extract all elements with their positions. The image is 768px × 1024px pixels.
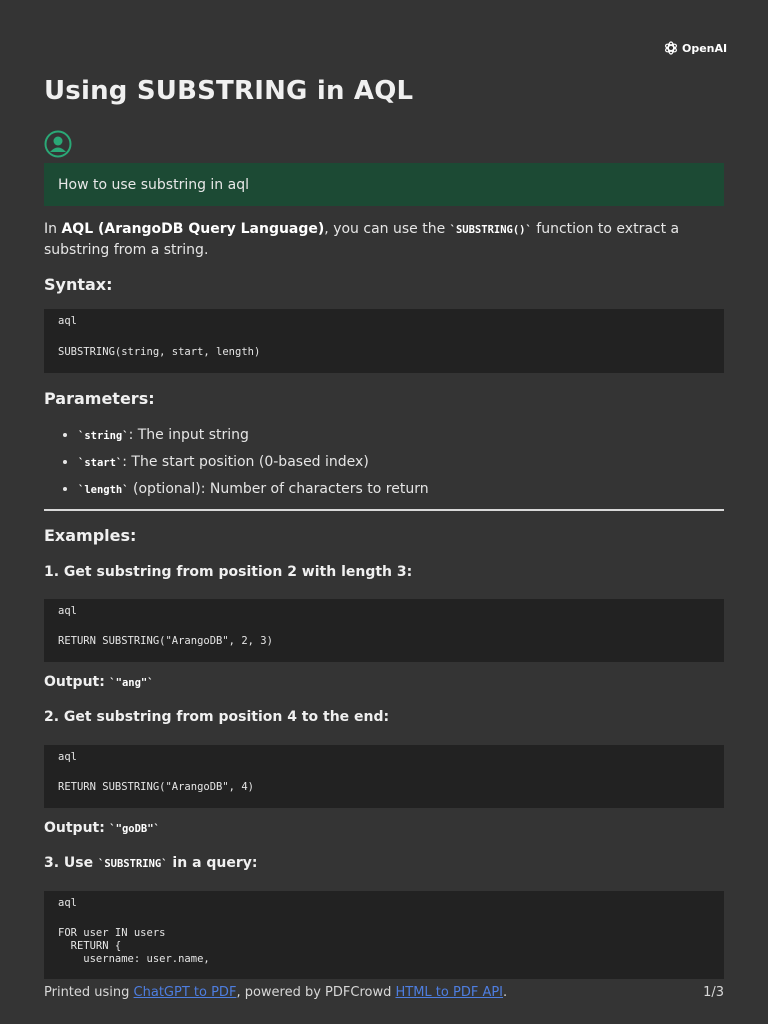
openai-logo xyxy=(663,40,727,56)
user-avatar-icon xyxy=(44,130,72,158)
code-language-label: aql xyxy=(58,751,77,763)
example-1-title: 1. Get substring from position 2 with length 3: xyxy=(44,564,413,580)
intro-middle: , you can use the xyxy=(324,221,450,237)
html-to-pdf-api-link[interactable]: HTML to PDF API xyxy=(395,985,504,1000)
output-value: `"ang"` xyxy=(109,677,154,689)
example-1-code-block xyxy=(44,599,724,662)
syntax-code-block xyxy=(44,309,724,373)
footer-suffix: . xyxy=(503,985,508,1000)
example-3-code: FOR user IN users RETURN { username: user.name, xyxy=(58,927,210,965)
page-footer xyxy=(44,985,724,1000)
parameters-list xyxy=(44,422,429,503)
chatgpt-to-pdf-link[interactable]: ChatGPT to PDF xyxy=(133,985,237,1000)
footer-middle: , powered by PDFCrowd xyxy=(236,985,396,1000)
intro-code: `SUBSTRING()` xyxy=(449,224,532,236)
example-2-output xyxy=(44,820,160,836)
example-2-code: RETURN SUBSTRING("ArangoDB", 4) xyxy=(58,781,254,793)
example-1-code: RETURN SUBSTRING("ArangoDB", 2, 3) xyxy=(58,635,273,647)
intro-suffix: function to extract a substring from a string. xyxy=(44,221,680,258)
openai-icon xyxy=(663,40,679,56)
code-language-label: aql xyxy=(58,315,77,327)
examples-heading: Examples: xyxy=(44,526,137,545)
syntax-code: SUBSTRING(string, start, length) xyxy=(58,346,261,358)
brand-name: OpenAI xyxy=(682,41,728,55)
page-title: Using SUBSTRING in AQL xyxy=(44,76,414,106)
footer-prefix: Printed using xyxy=(44,985,134,1000)
param-text: : The start position (0-based index) xyxy=(122,454,369,470)
example-3-title-prefix: 3. Use xyxy=(44,855,99,871)
output-label: Output: xyxy=(44,820,105,836)
user-prompt-text: How to use substring in aql xyxy=(58,176,249,193)
example-2-code-block xyxy=(44,745,724,808)
example-3-title-code: `SUBSTRING` xyxy=(98,858,168,870)
param-code: `start` xyxy=(78,457,123,469)
syntax-heading: Syntax: xyxy=(44,275,113,294)
parameters-heading: Parameters: xyxy=(44,389,155,408)
example-3-title xyxy=(44,855,258,871)
intro-bold: AQL (ArangoDB Query Language) xyxy=(61,221,325,237)
output-label: Output: xyxy=(44,674,105,690)
code-language-label: aql xyxy=(58,605,77,617)
user-prompt xyxy=(44,163,724,206)
example-2-title: 2. Get substring from position 4 to the end: xyxy=(44,709,390,725)
footer-credits xyxy=(44,985,507,1000)
param-code: `length` xyxy=(78,484,129,496)
section-divider xyxy=(44,509,724,511)
output-value: `"goDB"` xyxy=(109,823,160,835)
intro-prefix: In xyxy=(44,221,62,237)
param-text: (optional): Number of characters to return xyxy=(128,481,429,497)
list-item xyxy=(78,476,429,503)
param-code: `string` xyxy=(78,430,129,442)
code-language-label: aql xyxy=(58,897,77,909)
list-item xyxy=(78,422,429,449)
intro-paragraph xyxy=(44,219,724,260)
example-1-output xyxy=(44,674,154,690)
param-text: : The input string xyxy=(128,427,249,443)
example-3-code-block xyxy=(44,891,724,979)
page-number: 1/3 xyxy=(703,985,724,1000)
example-3-title-suffix: in a query: xyxy=(167,855,258,871)
list-item xyxy=(78,449,429,476)
